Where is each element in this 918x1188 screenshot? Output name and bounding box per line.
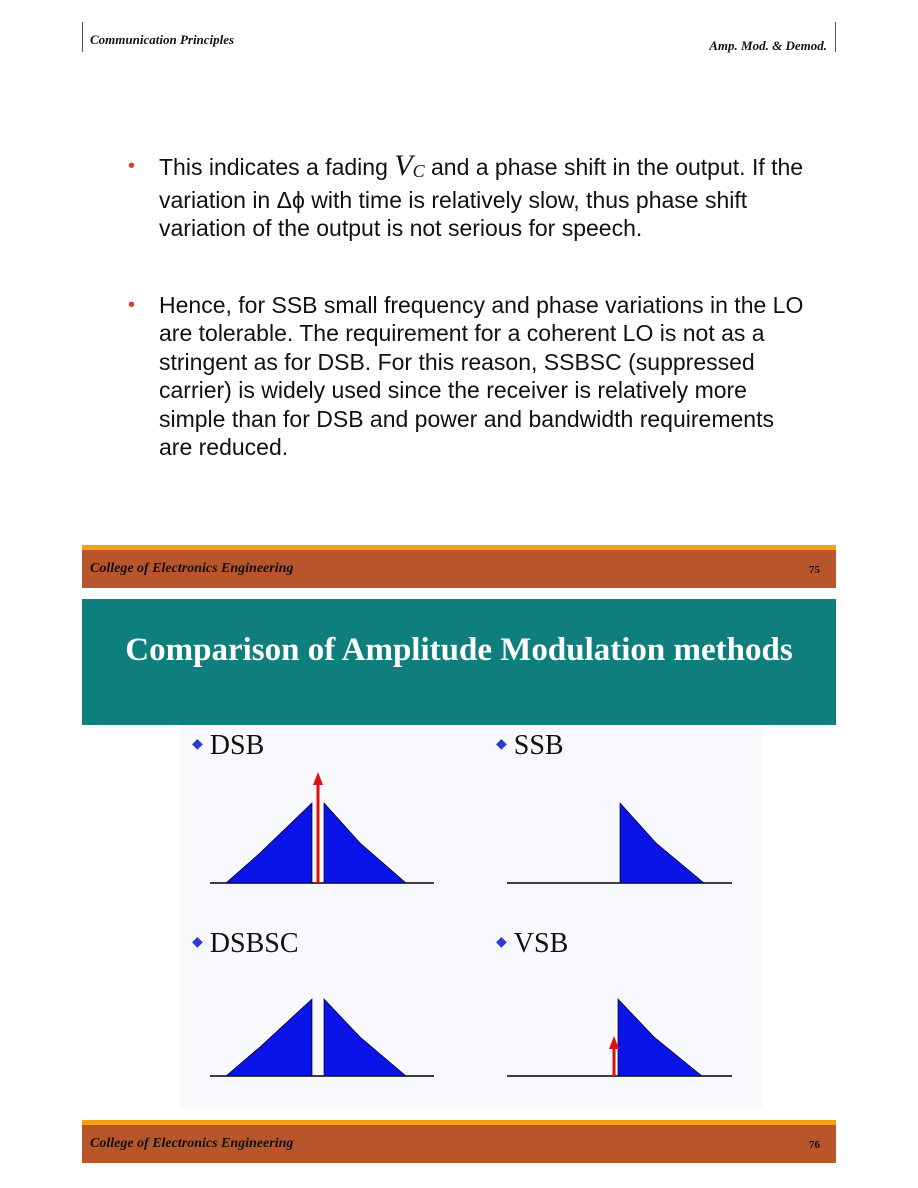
dsb-spectrum [210, 772, 434, 883]
footer-page-number: 76 [809, 1139, 820, 1151]
vsb-upper-sideband [618, 999, 702, 1076]
vc-letter: V [394, 149, 413, 182]
vsb-spectrum [507, 999, 732, 1076]
diamond-bullet-icon: ◆ [496, 737, 507, 752]
footer-college-name: College of Electronics Engineering [90, 1136, 294, 1151]
label-dsbsc-text: DSBSC [209, 928, 299, 959]
slide76-title: Comparison of Amplitude Modulation methods [125, 632, 793, 668]
slide76-footer [82, 1120, 836, 1163]
vsb-carrier-arrowhead [609, 1036, 619, 1049]
dsbsc-lower-sideband [226, 999, 312, 1076]
bullet-item-fading [128, 149, 808, 243]
diamond-bullet-icon: ◆ [192, 737, 203, 752]
dsb-lower-sideband [226, 803, 312, 883]
bullet-text-part1: This indicates a fading [159, 154, 388, 180]
diamond-bullet-icon: ◆ [496, 935, 507, 950]
vc-symbol [394, 149, 424, 182]
diamond-bullet-icon: ◆ [192, 935, 203, 950]
bullet-item-ssb [128, 291, 808, 462]
slide75-footer [82, 545, 836, 588]
slide75-bullet-list [128, 149, 808, 462]
am-comparison-diagram [180, 725, 762, 1108]
header-right-title: Amp. Mod. & Demod. [709, 22, 836, 52]
header-left-title: Communication Principles [82, 22, 234, 52]
slide76-title-banner [82, 599, 836, 725]
dsb-upper-sideband [324, 803, 406, 883]
bullet-dot-icon: • [128, 155, 136, 177]
bullet-dot-icon: • [128, 293, 136, 316]
bullet-text-part2: and a phase shift in the output. If the variation in Δϕ with time is relatively slow, thus phase shift variation of the output is not serious for speech. [159, 154, 804, 241]
footer-page-number: 75 [809, 564, 820, 576]
dsbsc-upper-sideband [324, 999, 406, 1076]
ssb-spectrum [507, 803, 732, 883]
dsb-carrier-arrowhead [313, 772, 323, 785]
bullet-text: Hence, for SSB small frequency and phase variations in the LO are tolerable. The requirement for a coherent LO is not as a stringent as for DSB. For this reason, SSBSC (suppressed carrier) is widely used since the receiver is relatively more simple than for DSB and power and bandwidth requirements are reduced. [159, 291, 804, 460]
vc-subscript: C [412, 161, 425, 181]
dsbsc-spectrum [210, 999, 434, 1076]
label-ssb-text: SSB [513, 730, 564, 761]
label-vsb-text: VSB [513, 928, 569, 959]
spectrum-drawings [180, 725, 762, 1108]
footer-college-name: College of Electronics Engineering [90, 561, 294, 576]
ssb-upper-sideband [620, 803, 704, 883]
label-dsb-text: DSB [209, 730, 265, 761]
